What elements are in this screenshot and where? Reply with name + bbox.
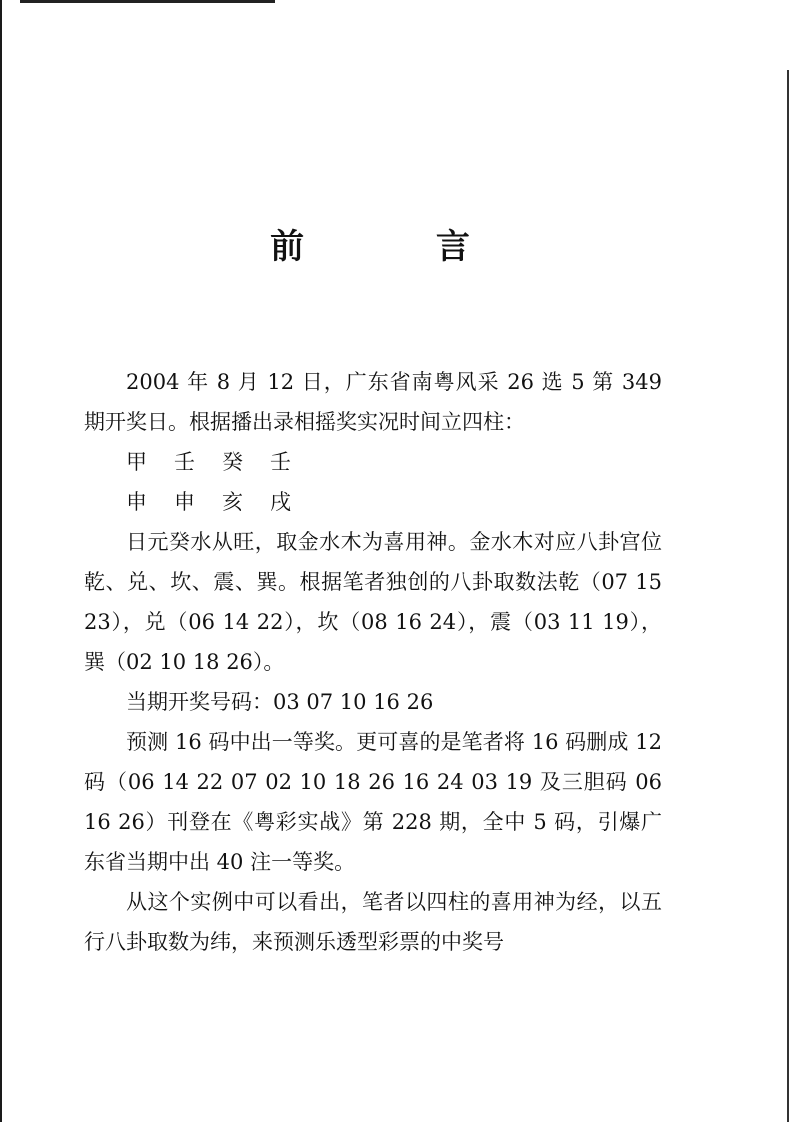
pillar-char: 甲 — [126, 450, 147, 474]
pillar-char: 癸 — [222, 450, 243, 474]
page-title: 前 言 — [270, 227, 530, 267]
pillar-char: 戌 — [270, 490, 291, 514]
pillar-char: 壬 — [174, 450, 195, 474]
paragraph-3: 当期开奖号码：03 07 10 16 26 — [126, 690, 434, 714]
body-text — [84, 362, 662, 962]
pillars-row-2 — [84, 482, 662, 522]
paragraph-4: 预测 16 码中出一等奖。更可喜的是笔者将 16 码删成 12 码（06 14 22 07 02 10 18 26 16 24 03 19 及三胆码 06 16 26）刊登在《粤彩实战》第 228 期，全中 5 码，引爆广东省当期中出 40 注一等奖。 — [84, 730, 662, 874]
paragraph-5: 从这个实例中可以看出，笔者以四柱的喜用神为经，以五行八卦取数为纬，来预测乐透型彩票的中奖号 — [84, 890, 662, 954]
pillar-char: 申 — [174, 490, 195, 514]
top-rule — [20, 0, 275, 3]
page-left-edge — [0, 0, 2, 1122]
pillar-char: 亥 — [222, 490, 243, 514]
pillar-char: 申 — [126, 490, 147, 514]
pillars-row-1 — [84, 442, 662, 482]
paragraph-1: 2004 年 8 月 12 日，广东省南粤风采 26 选 5 第 349 期开奖日。根据播出录相摇奖实况时间立四柱： — [84, 370, 662, 434]
paragraph-2: 日元癸水从旺，取金水木为喜用神。金水木对应八卦宫位乾、兑、坎、震、巽。根据笔者独创的八卦取数法乾（07 15 23），兑（06 14 22），坎（08 16 24），震（03 11 19），巽（02 10 18 26）。 — [84, 530, 662, 674]
pillar-char: 壬 — [270, 450, 291, 474]
page-right-edge — [787, 70, 789, 1122]
